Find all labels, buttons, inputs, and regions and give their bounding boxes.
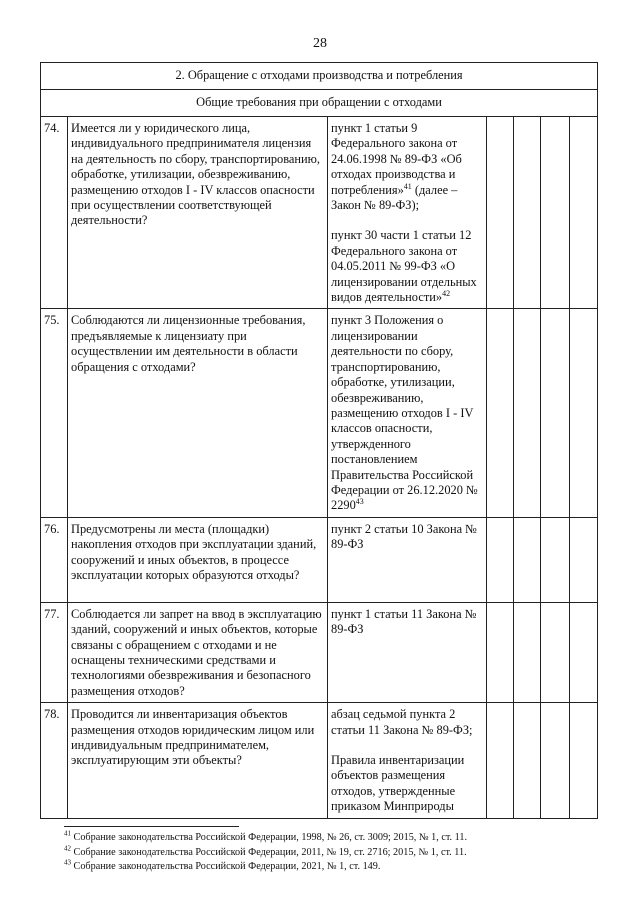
reference-cell: [328, 117, 487, 309]
footnote-text: Собрание законодательства Российской Федерации, 1998, № 26, ст. 3009; 2015, № 1, ст. 11.: [71, 832, 467, 843]
footnote-mark: 42: [64, 844, 71, 853]
notes-cell[interactable]: [570, 703, 598, 818]
notes-cell[interactable]: [570, 117, 598, 309]
answer-yes-cell[interactable]: [487, 602, 514, 702]
footnote: [64, 860, 584, 875]
row-number: 78.: [41, 703, 68, 818]
section-header-row: [41, 63, 598, 90]
table-row: [41, 309, 598, 517]
answer-na-cell[interactable]: [541, 703, 570, 818]
footnote-mark: 43: [64, 858, 71, 867]
footnote-text: Собрание законодательства Российской Федерации, 2011, № 19, ст. 2716; 2015, № 1, ст. 11.: [71, 846, 467, 858]
subsection-title: Общие требования при обращении с отходами: [41, 90, 598, 117]
question-cell: Предусмотрены ли места (площадки) накопления отходов при эксплуатации зданий, сооружений и иных объектов, в процессе эксплуатации которых образуются отходы?: [68, 517, 328, 602]
notes-cell[interactable]: [570, 309, 598, 517]
footnote-text: Собрание законодательства Российской Федерации, 2021, № 1, ст. 149.: [71, 861, 381, 873]
answer-no-cell[interactable]: [514, 703, 541, 818]
question-cell: Проводится ли инвентаризация объектов размещения отходов юридическим лицом или индивидуальным предпринимателем, эксплуатирующим эти объекты?: [68, 703, 328, 818]
reference-text: (далее – Закон № 89-ФЗ);: [331, 182, 458, 213]
section-title: 2. Обращение с отходами производства и потребления: [41, 63, 598, 90]
row-number: 77.: [41, 602, 68, 702]
reference-text: абзац седьмой пункта 2 статьи 11 Закона № 89-ФЗ;: [331, 707, 473, 737]
reference-text: пункт 1 статьи 11 Закона № 89-ФЗ: [331, 606, 477, 637]
reference-text: пункт 1 статьи 9 Федерального закона от 24.06.1998 № 89-ФЗ «Об отходах производства и потребления»: [331, 121, 462, 197]
question-cell: Имеется ли у юридического лица, индивидуального предпринимателя лицензия на деятельность по сбору, транспортированию, обработке, утилизации, обезвреживанию, размещению отходов I - IV классов опасности при осуществлении соответствующей деятельности?: [68, 117, 328, 309]
page-number: 28: [313, 36, 327, 51]
reference-cell: [328, 703, 487, 818]
reference-text: Правила инвентаризации объектов размещения отходов, утвержденные приказом Минприроды: [331, 753, 465, 814]
footnotes: [64, 826, 584, 875]
notes-cell[interactable]: [570, 517, 598, 602]
answer-yes-cell[interactable]: [487, 309, 514, 517]
answer-yes-cell[interactable]: [487, 117, 514, 309]
notes-cell[interactable]: [570, 602, 598, 702]
answer-no-cell[interactable]: [514, 309, 541, 517]
answer-no-cell[interactable]: [514, 602, 541, 702]
answer-na-cell[interactable]: [541, 117, 570, 309]
reference-cell: [328, 602, 487, 702]
footnote-mark: 42: [442, 288, 451, 298]
answer-na-cell[interactable]: [541, 517, 570, 602]
table-row: [41, 703, 598, 818]
row-number: 75.: [41, 309, 68, 517]
row-number: 74.: [41, 117, 68, 309]
footnote-separator: [64, 826, 239, 827]
question-cell: Соблюдаются ли лицензионные требования, предъявляемые к лицензиату при осуществлении им деятельности в области обращения с отходами?: [68, 309, 328, 517]
reference-text: пункт 30 части 1 статьи 12 Федерального закона от 04.05.2011 № 99-ФЗ «О лицензировании отдельных видов деятельности»: [331, 228, 477, 305]
checklist-table: [40, 62, 598, 819]
footnote-mark: 43: [355, 497, 364, 507]
footnote-mark: 41: [64, 829, 71, 838]
reference-text: пункт 2 статьи 10 Закона № 89-ФЗ: [331, 521, 477, 552]
answer-yes-cell[interactable]: [487, 703, 514, 818]
answer-na-cell[interactable]: [541, 309, 570, 517]
subsection-header-row: [41, 90, 598, 117]
reference-text: пункт 3 Положения о лицензировании деятельности по сбору, транспортированию, обработке, утилизации, обезвреживанию, размещению отходов I - IV классов опасности, утвержденного постановлением Правительства Российской Федерации от 26.12.2020 № 2290: [331, 313, 478, 513]
answer-no-cell[interactable]: [514, 517, 541, 602]
table-row: [41, 602, 598, 702]
table-row: [41, 117, 598, 309]
footnote: [64, 831, 584, 846]
row-number: 76.: [41, 517, 68, 602]
footnote: [64, 846, 584, 861]
table-row: [41, 517, 598, 602]
answer-no-cell[interactable]: [514, 117, 541, 309]
reference-cell: [328, 517, 487, 602]
reference-cell: [328, 309, 487, 517]
answer-yes-cell[interactable]: [487, 517, 514, 602]
answer-na-cell[interactable]: [541, 602, 570, 702]
footnote-mark: 41: [403, 181, 412, 191]
question-cell: Соблюдается ли запрет на ввод в эксплуатацию зданий, сооружений и иных объектов, которые связаны с обращением с отходами и не оснащены техническими средствами и технологиями обезвреживания и безопасного размещения отходов?: [68, 602, 328, 702]
